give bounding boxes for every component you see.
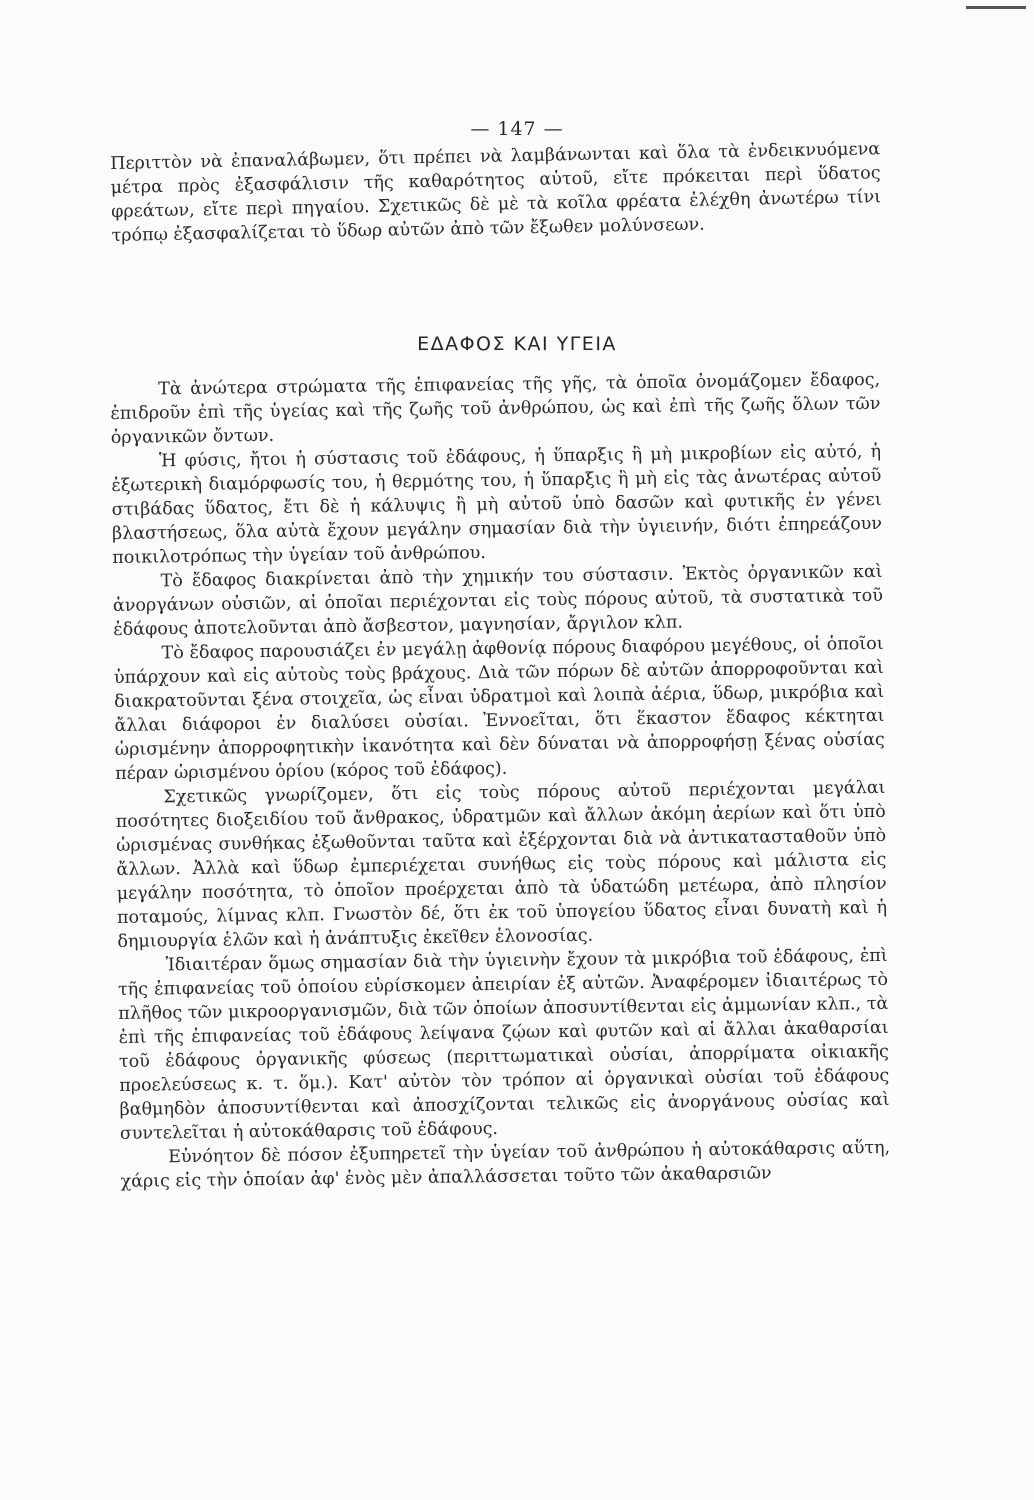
paragraph-soil-composition: Τὸ ἔδαφος διακρίνεται ἀπὸ τὴν χημικήν του σύστασιν. Ἐκτὸς ὀργανικῶν καὶ ἀνοργάνων οὐσιῶν, αἱ ὁποῖαι περιέχονται εἰς τοὺς πόρους αὐτοῦ, τὰ συστατικὰ τοῦ ἐδάφους ἀποτελοῦνται ἀπὸ ἄσβεστον, μαγνησίαν, ἄργιλον κλπ.: [112, 561, 884, 640]
paragraph-soil-gases-water: Σχετικῶς γνωρίζομεν, ὅτι εἰς τοὺς πόρους αὐτοῦ περιέχονται μεγάλαι ποσότητες διοξειδίου τοῦ ἄνθρακος, ὑδρατμῶν καὶ ἄλλων ἀκόμη ἀερίων καὶ ὅτι ὑπὸ ὡρισμένας συνθήκας ἐξωθοῦνται ταῦτα καὶ ἐξέρχονται διὰ νὰ ἀντικατασταθοῦν ὑπὸ ἄλλων. Ἀλλὰ καὶ ὕδωρ ἐμπεριέχεται συνήθως εἰς τοὺς πόρους καὶ μάλιστα εἰς μεγάλην ποσότητα, τὸ ὁποῖον προέρχεται ἀπὸ τὰ ὑδατώδη μετέωρα, ἀπὸ πλησίον ποταμούς, λίμνας κλπ. Γνωστὸν δέ, ὅτι ἐκ τοῦ ὑπογείου ὕδατος εἶναι δυνατὴ καὶ ἡ δημιουργία ἑλῶν καὶ ἡ ἀνάπτυξις ἐκεῖθεν ἑλονοσίας.: [115, 777, 888, 952]
paragraph-soil-pores: Τὸ ἔδαφος παρουσιάζει ἐν μεγάλῃ ἀφθονίᾳ πόρους διαφόρου μεγέθους, οἱ ὁποῖοι ὑπάρχουν καὶ εἰς αὐτοὺς τοὺς βράχους. Διὰ τῶν πόρων δὲ αὐτῶν ἀπορροφοῦνται καὶ διακρατοῦνται ξένα στοιχεῖα, ὡς εἶναι ὑδρατμοὶ καὶ λοιπὰ ἀέρια, ὕδωρ, μικρόβια καὶ ἄλλαι διάφοροι ἐν διαλύσει οὐσίαι. Ἐννοεῖται, ὅτι ἕκαστον ἔδαφος κέκτηται ὡρισμένην ἀπορροφητικὴν ἱκανότητα καὶ δὲν δύναται νὰ ἀπορροφήσῃ ξένας οὐσίας πέραν ὡρισμένου ὁρίου (κόρος τοῦ ἐδάφος).: [113, 633, 885, 784]
section-body: [110, 368, 891, 1194]
paragraph-soil-nature: Ἡ φύσις, ἤτοι ἡ σύστασις τοῦ ἐδάφους, ἡ ὕπαρξις ἢ μὴ μικροβίων εἰς αὐτό, ἡ ἐξωτερικὴ διαμόρφωσίς του, ἡ θερμότης του, ἡ ὕπαρξις ἢ μὴ εἰς τὰς ἀνωτέρας αὐτοῦ στιβάδας ὕδατος, ἔτι δὲ ἡ κάλυψις ἢ μὴ αὐτοῦ ὑπὸ δασῶν καὶ φυτικῆς ἐν γένει βλαστήσεως, ὅλα αὐτὰ ἔχουν μεγάλην σημασίαν διὰ τὴν ὑγιεινήν, διότι ἐπηρεάζουν ποικιλοτρόπως τὴν ὑγείαν τοῦ ἀνθρώπου.: [111, 441, 883, 568]
top-edge-rule: [966, 6, 1026, 9]
paragraph-soil-microbes: Ἰδιαιτέραν ὅμως σημασίαν διὰ τὴν ὑγιεινὴν ἔχουν τὰ μικρόβια τοῦ ἐδάφους, ἐπὶ τῆς ἐπιφανείας τοῦ ὁποίου εὑρίσκομεν ἀπειρίαν ἐξ αὐτῶν. Ἀναφέρομεν ἰδιαιτέρως τὸ πλῆθος τῶν μικροοργανισμῶν, διὰ τῶν ὁποίων ἀποσυντίθενται εἰς ἀμμωνίαν κλπ., τὰ ἐπὶ τῆς ἐπιφανείας τοῦ ἐδάφους λείψανα ζῴων καὶ φυτῶν καὶ αἱ ἄλλαι ἀκαθαρσίαι τοῦ ἐδάφους ὀργανικῆς φύσεως (περιττωματικαὶ οὐσίαι, ἀπορρίματα οἰκιακῆς προελεύσεως κ. τ. ὅμ.). Κατ' αὐτὸν τὸν τρόπον αἱ ὀργανικαὶ οὐσίαι τοῦ ἐδάφους βαθμηδὸν ἀποσυντίθενται καὶ ἀποσχίζονται τελικῶς εἰς ἀνοργάνους οὐσίας καὶ συντελεῖται ἡ αὐτοκάθαρσις τοῦ ἐδάφους.: [117, 945, 890, 1144]
paragraph-self-purification: Εὐνόητον δὲ πόσον ἐξυπηρετεῖ τὴν ὑγείαν τοῦ ἀνθρώπου ἡ αὐτοκάθαρσις αὕτη, χάρις εἰς τὴν ὁποίαν ἀφ' ἑνὸς μὲν ἀπαλλάσσεται τοῦτο τῶν ἀκαθαρσιῶν: [120, 1137, 891, 1192]
paragraph-soil-definition: Τὰ ἀνώτερα στρώματα τῆς ἐπιφανείας τῆς γῆς, τὰ ὁποῖα ὀνομάζομεν ἔδαφος, ἐπιδροῦν ἐπὶ τῆς ὑγείας καὶ τῆς ζωῆς τοῦ ἀνθρώπου, ὡς καὶ ἐπὶ τῆς ζωῆς ὅλων τῶν ὀργανικῶν ὄντων.: [110, 369, 881, 448]
intro-text-block: [110, 137, 882, 248]
intro-paragraph: Περιττὸν νὰ ἐπαναλάβωμεν, ὅτι πρέπει νὰ λαμβάνωνται καὶ ὅλα τὰ ἐνδεικνυόμενα μέτρα πρὸς ἐξασφάλισιν τῆς καθαρότητος αὐτοῦ, εἴτε πρόκειται περὶ ὕδατος φρεάτων, εἴτε περὶ πηγαίου. Σχετικῶς δὲ μὲ τὰ κοῖλα φρέατα ἐλέχθη ἀνωτέρω τίνι τρόπῳ ἐξασφαλίζεται τὸ ὕδωρ αὐτῶν ἀπὸ τῶν ἔξωθεν μολύνσεων.: [110, 139, 882, 246]
section-title: ΕΔΑΦΟΣ ΚΑΙ ΥΓΕΙΑ: [417, 333, 617, 355]
page-number: — 147 —: [470, 118, 564, 140]
